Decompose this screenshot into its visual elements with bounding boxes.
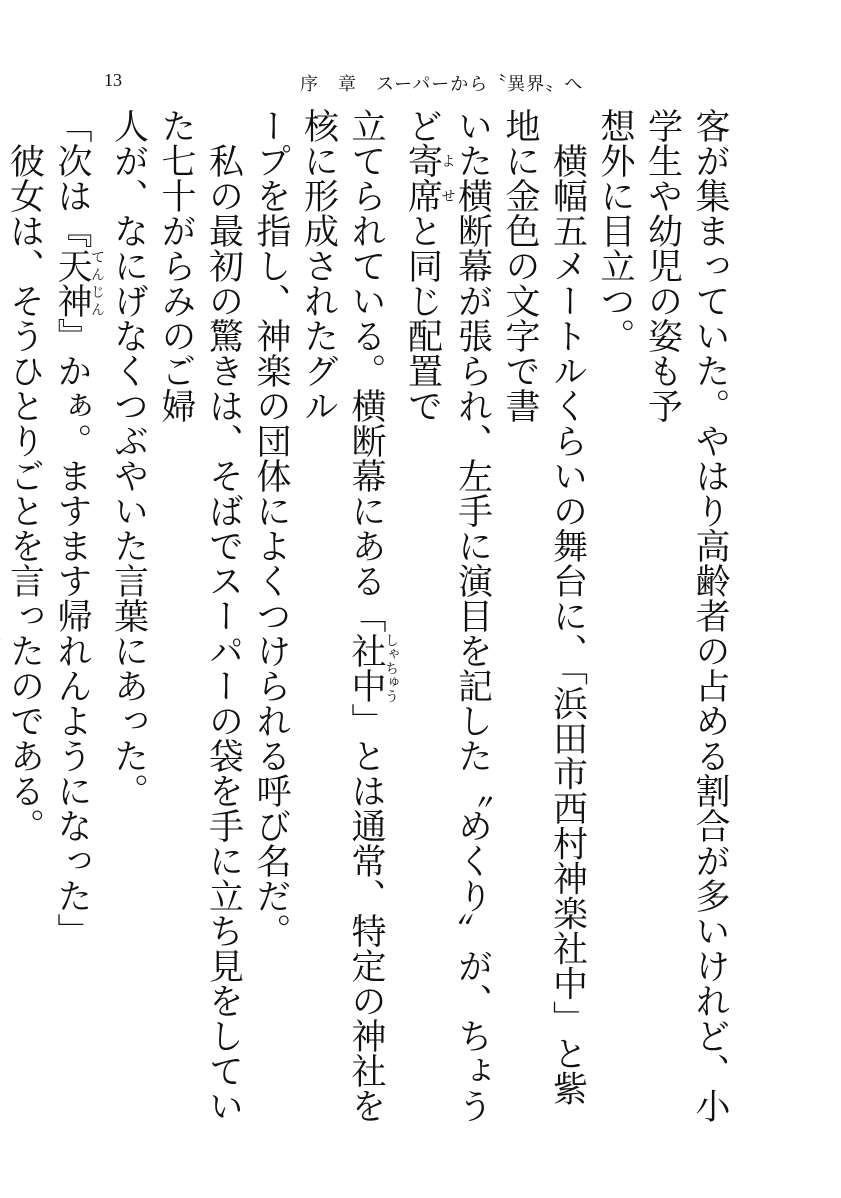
text-line: 私の最初の驚きは、そばでスーパーの袋を手に立ち見をしていた七十がらみのご婦 [156,108,244,1123]
text-line: 横幅五メートルくらいの舞台に、「浜田市西村神楽社中」と紫地に金色の文字で書 [500,108,588,1106]
text-line: ープを指し、神楽の団体によくつけられる呼び名だ。 [251,108,291,948]
ruby-word: 寄席よせ [402,143,456,213]
text-line: 彼女は、そうひとりごとを言ったのである。 [4,108,45,843]
ruby-word: 社中しゃちゅう [346,633,399,703]
running-header: 序 章 スーパーから〝異界〟へ [300,74,584,95]
ruby-word: 天神てんじん [52,248,105,318]
text-line: 人が、なにげなくつぶやいた言葉にあった。 [108,108,149,808]
text-line: いた横断幕が張られ、左手に演目を記した〝めくり〟が、ちょうど寄席よせと同じ配置で [402,108,493,1123]
page-number: 13 [104,70,122,90]
text-line: 「次は『天神てんじん』かぁ。ますます帰れんようになった」 [52,108,105,948]
body-text [4,108,733,1138]
text-line: 客が集まっていた。やはり高齢者の占める割合が多いけれど、小学生や幼児の姿も予 [642,108,730,1123]
text-line: 立てられている。横断幕にある「社中しゃちゅう」とは通常、特定の神社を核に形成されたグル [298,108,399,1123]
text-line: 想外に目立つ。 [595,108,635,353]
